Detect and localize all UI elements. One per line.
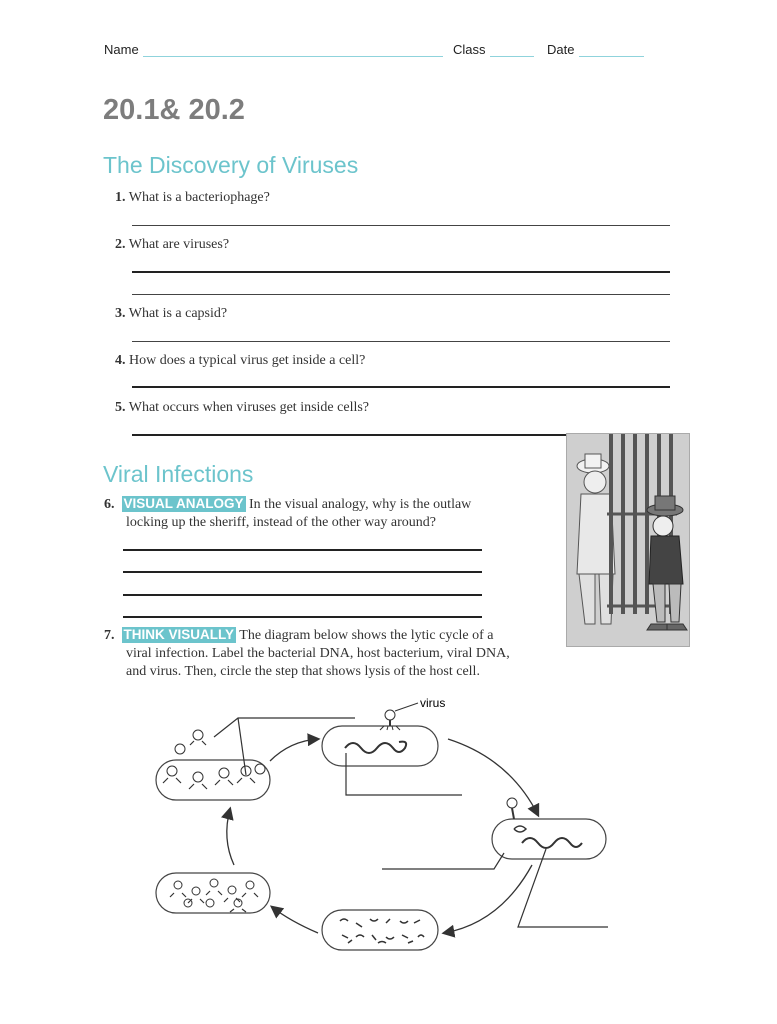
question-number: 6.: [104, 497, 115, 512]
question-4: [115, 352, 365, 370]
question-text-line1: The diagram below shows the lytic cycle of a: [236, 628, 494, 643]
question-3: [115, 305, 227, 323]
name-field[interactable]: [143, 56, 443, 57]
question-text: What is a capsid?: [128, 306, 228, 321]
question-number: 7.: [104, 628, 115, 643]
question-7-line2: viral infection. Label the bacterial DNA, host bacterium, viral DNA,: [126, 646, 510, 661]
visual-analogy-tag: VISUAL ANALOGY: [123, 496, 244, 511]
page-title: 20.1& 20.2: [103, 94, 245, 126]
virus-label: virus: [420, 696, 446, 710]
question-2: [115, 236, 229, 254]
question-number: 1.: [115, 190, 126, 205]
outlaw-sheriff-illustration: [566, 433, 690, 647]
section-heading-discovery: The Discovery of Viruses: [103, 152, 359, 178]
question-text-line1: In the visual analogy, why is the outlaw: [245, 497, 472, 512]
date-field[interactable]: [579, 56, 644, 57]
cell-replication: [322, 910, 438, 950]
question-text: What is a bacteriophage?: [128, 190, 270, 205]
class-field[interactable]: [490, 56, 534, 57]
answer-line-6b[interactable]: [123, 571, 482, 573]
answer-line-6d[interactable]: [123, 616, 482, 618]
question-text: What occurs when viruses get inside cells?: [128, 400, 370, 415]
date-label: Date: [547, 42, 575, 57]
class-label: Class: [453, 42, 486, 57]
question-number: 4.: [115, 353, 126, 368]
question-text: How does a typical virus get inside a cell?: [129, 353, 366, 368]
answer-line-4[interactable]: [132, 386, 670, 388]
answer-line-2b[interactable]: [132, 294, 670, 295]
cell-assembly: [156, 873, 270, 913]
question-1: [115, 189, 270, 207]
question-number: 3.: [115, 306, 126, 321]
question-number: 5.: [115, 400, 126, 415]
lytic-cycle-diagram: [150, 693, 620, 963]
question-number: 2.: [115, 237, 126, 252]
cell-lysis: [156, 730, 270, 800]
question-7-line3: and virus. Then, circle the step that shows lysis of the host cell.: [126, 664, 480, 679]
answer-line-2a[interactable]: [132, 271, 670, 273]
answer-line-1[interactable]: [132, 225, 670, 226]
jail-cartoon-image: [567, 434, 689, 646]
answer-line-3[interactable]: [132, 341, 670, 342]
question-text: What are viruses?: [128, 237, 230, 252]
cell-injection: [492, 798, 606, 859]
think-visually-tag: THINK VISUALLY: [123, 627, 235, 642]
name-label: Name: [104, 42, 139, 57]
answer-line-6c[interactable]: [123, 594, 482, 596]
question-5: [115, 399, 369, 417]
question-6-line2: locking up the sheriff, instead of the other way around?: [126, 515, 436, 530]
question-7: [104, 627, 544, 645]
answer-line-6a[interactable]: [123, 549, 482, 551]
section-heading-infections: Viral Infections: [103, 461, 254, 487]
question-6: [104, 496, 524, 514]
